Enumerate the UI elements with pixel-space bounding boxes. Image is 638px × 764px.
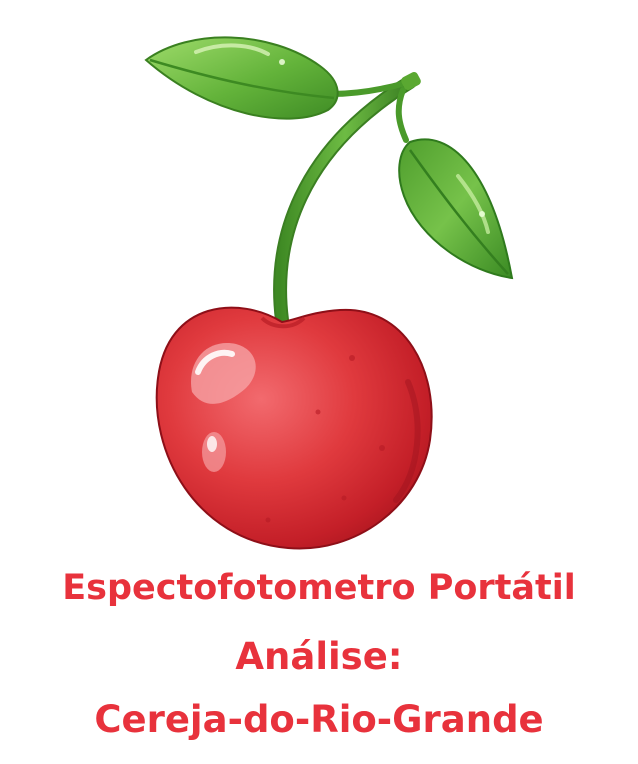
cherry-fruit — [157, 308, 432, 549]
caption-fruit-name: Cereja-do-Rio-Grande — [94, 698, 544, 741]
cherry-leaf-right — [399, 139, 512, 278]
cherry-leaf-left — [146, 37, 338, 118]
caption-analysis-label: Análise: — [235, 635, 403, 678]
caption-title: Espectofotometro Portátil — [62, 568, 576, 608]
